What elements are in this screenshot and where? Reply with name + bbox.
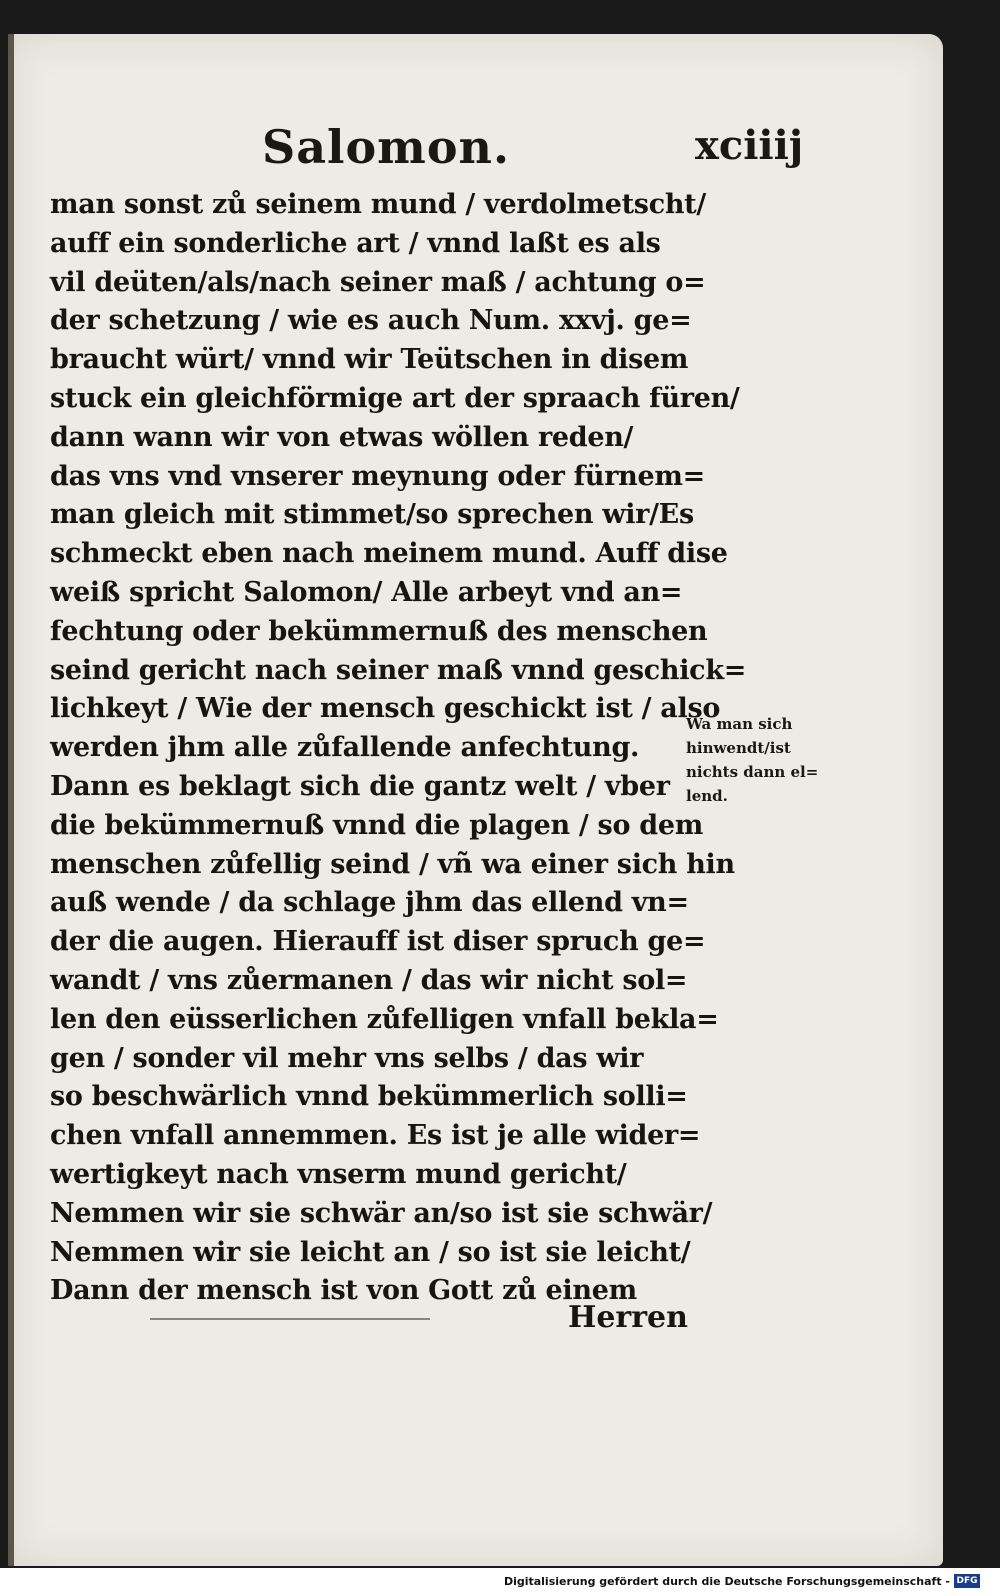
folio-number: xciiij: [695, 122, 804, 169]
text-line: auß wende / da schlage jhm das ellend vn=: [50, 887, 689, 919]
dfg-logo-icon: DFG: [954, 1574, 980, 1588]
text-line: schmeckt eben nach meinem mund. Auff dise: [50, 538, 728, 570]
text-line: so beschwärlich vnnd bekümmerlich solli=: [50, 1081, 688, 1113]
text-line: weiß spricht Salomon/ Alle arbeyt vnd an=: [50, 576, 683, 608]
text-line: stuck ein gleichförmige art der spraach füren/: [50, 382, 740, 414]
marginal-note-line: Wa man sich: [686, 715, 793, 733]
marginal-note-line: nichts dann el=: [686, 763, 819, 781]
catchword: Herren: [568, 1300, 688, 1335]
text-line: Dann der mensch ist von Gott zů einem: [50, 1275, 637, 1307]
text-line: fechtung oder bekümmernuß des menschen: [50, 615, 708, 647]
footer-bar: [0, 1568, 1000, 1596]
text-line: die bekümmernuß vnnd die plagen / so dem: [50, 809, 703, 841]
funding-credit: Digitalisierung gefördert durch die Deutsche Forschungsgemeinschaft -: [503, 1575, 950, 1588]
text-line: braucht würt/ vnnd wir Teütschen in disem: [50, 344, 689, 376]
page-gutter: [8, 34, 14, 1566]
text-line: menschen zůfellig seind / vñ wa einer sich hin: [50, 848, 735, 880]
text-line: Dann es beklagt sich die gantz welt / vber: [50, 770, 670, 802]
text-line: Nemmen wir sie leicht an / so ist sie leicht/: [50, 1236, 691, 1268]
marginal-note-line: lend.: [686, 787, 728, 805]
marginal-note: [686, 712, 846, 808]
text-line: wandt / vns zůermanen / das wir nicht sol=: [50, 964, 688, 996]
text-line: man sonst zů seinem mund / verdolmetscht/: [50, 189, 706, 220]
text-line: vil deüten/als/nach seiner maß / achtung o=: [50, 266, 706, 298]
text-line: len den eüsserlichen zůfelligen vnfall bekla=: [50, 1003, 719, 1035]
text-line: der die augen. Hierauff ist diser spruch ge=: [50, 926, 706, 958]
text-line: seind gericht nach seiner maß vnnd geschick=: [50, 654, 747, 686]
text-line: das vns vnd vnserer meynung oder fürnem=: [50, 460, 705, 492]
running-head-title: Salomon.: [262, 120, 510, 174]
text-line: gen / sonder vil mehr vns selbs / das wir: [50, 1042, 644, 1074]
bottom-rule: [150, 1318, 430, 1320]
text-line: man gleich mit stimmet/so sprechen wir/Es: [50, 499, 694, 531]
text-line: wertigkeyt nach vnserm mund gericht/: [50, 1158, 627, 1190]
marginal-note-line: hinwendt/ist: [686, 739, 791, 757]
text-line: lichkeyt / Wie der mensch geschickt ist / also: [50, 693, 721, 725]
text-line: auff ein sonderliche art / vnnd laßt es als: [50, 227, 661, 259]
text-line: chen vnfall annemmen. Es ist je alle wider=: [50, 1120, 701, 1152]
text-line: dann wann wir von etwas wöllen reden/: [50, 421, 634, 453]
text-line: der schetzung / wie es auch Num. xxvj. ge=: [50, 305, 692, 337]
text-line: werden jhm alle zůfallende anfechtung.: [50, 732, 640, 764]
text-line: Nemmen wir sie schwär an/so ist sie schwär/: [50, 1197, 713, 1229]
